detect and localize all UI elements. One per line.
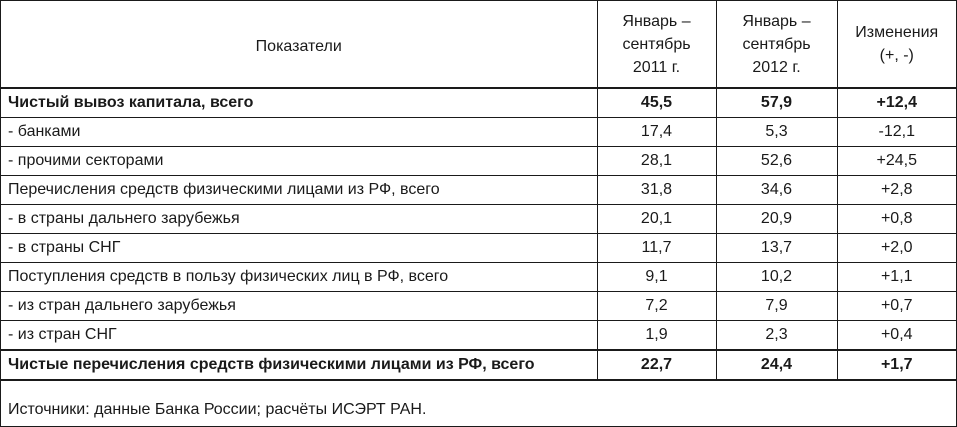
- row-label: - в страны СНГ: [1, 234, 597, 263]
- cell-change: +2,0: [837, 234, 956, 263]
- table-row: [1, 118, 956, 147]
- row-label: - банками: [1, 118, 597, 147]
- header-row: [1, 1, 956, 88]
- header-2011-line-3: 2011 г.: [632, 58, 681, 76]
- header-indicators: Показатели: [1, 1, 597, 88]
- cell-2011: 20,1: [597, 205, 716, 234]
- header-2012: [716, 1, 837, 88]
- header-change-line-2: (+, -): [879, 47, 914, 64]
- capital-outflow-table: [1, 1, 956, 381]
- cell-2012: 13,7: [716, 234, 837, 263]
- source-note: Источники: данные Банка России; расчёты ИСЭРТ РАН.: [8, 401, 427, 418]
- header-2011-line-1: Январь –: [622, 12, 691, 30]
- row-label: - из стран СНГ: [1, 321, 597, 351]
- cell-2012: 5,3: [716, 118, 837, 147]
- cell-2012: 24,4: [716, 350, 837, 380]
- cell-2011: 45,5: [597, 88, 716, 118]
- cell-change: +0,8: [837, 205, 956, 234]
- header-2012-line-3: 2012 г.: [752, 58, 801, 76]
- cell-2011: 7,2: [597, 292, 716, 321]
- table-row: [1, 88, 956, 118]
- cell-change: +1,1: [837, 263, 956, 292]
- cell-2012: 20,9: [716, 205, 837, 234]
- header-change: [837, 1, 956, 88]
- cell-2012: 57,9: [716, 88, 837, 118]
- cell-change: +0,4: [837, 321, 956, 351]
- cell-2012: 10,2: [716, 263, 837, 292]
- header-change-line-1: Изменения: [855, 24, 939, 41]
- row-label: - прочими секторами: [1, 147, 597, 176]
- cell-2011: 1,9: [597, 321, 716, 351]
- cell-change: -12,1: [837, 118, 956, 147]
- cell-2011: 28,1: [597, 147, 716, 176]
- cell-2011: 9,1: [597, 263, 716, 292]
- header-2012-line-1: Январь –: [742, 12, 811, 30]
- row-label: Чистые перечисления средств физическими лицами из РФ, всего: [1, 350, 597, 380]
- row-label: Чистый вывоз капитала, всего: [1, 88, 597, 118]
- table-row: [1, 350, 956, 380]
- cell-change: +24,5: [837, 147, 956, 176]
- table-row: [1, 205, 956, 234]
- cell-2012: 52,6: [716, 147, 837, 176]
- table-row: [1, 292, 956, 321]
- row-label: Поступления средств в пользу физических лиц в РФ, всего: [1, 263, 597, 292]
- table-row: [1, 234, 956, 263]
- table-row: [1, 321, 956, 351]
- row-label: Перечисления средств физическими лицами из РФ, всего: [1, 176, 597, 205]
- row-label: - в страны дальнего зарубежья: [1, 205, 597, 234]
- cell-2011: 31,8: [597, 176, 716, 205]
- cell-change: +2,8: [837, 176, 956, 205]
- cell-2012: 2,3: [716, 321, 837, 351]
- cell-change: +0,7: [837, 292, 956, 321]
- cell-change: +1,7: [837, 350, 956, 380]
- cell-change: +12,4: [837, 88, 956, 118]
- header-2012-line-2: сентябрь: [742, 35, 811, 53]
- table-row: [1, 176, 956, 205]
- cell-2011: 11,7: [597, 234, 716, 263]
- table-row: [1, 263, 956, 292]
- row-label: - из стран дальнего зарубежья: [1, 292, 597, 321]
- cell-2012: 34,6: [716, 176, 837, 205]
- cell-2011: 22,7: [597, 350, 716, 380]
- table-row: [1, 147, 956, 176]
- cell-2011: 17,4: [597, 118, 716, 147]
- cell-2012: 7,9: [716, 292, 837, 321]
- header-2011-line-2: сентябрь: [622, 35, 691, 53]
- header-2011: [597, 1, 716, 88]
